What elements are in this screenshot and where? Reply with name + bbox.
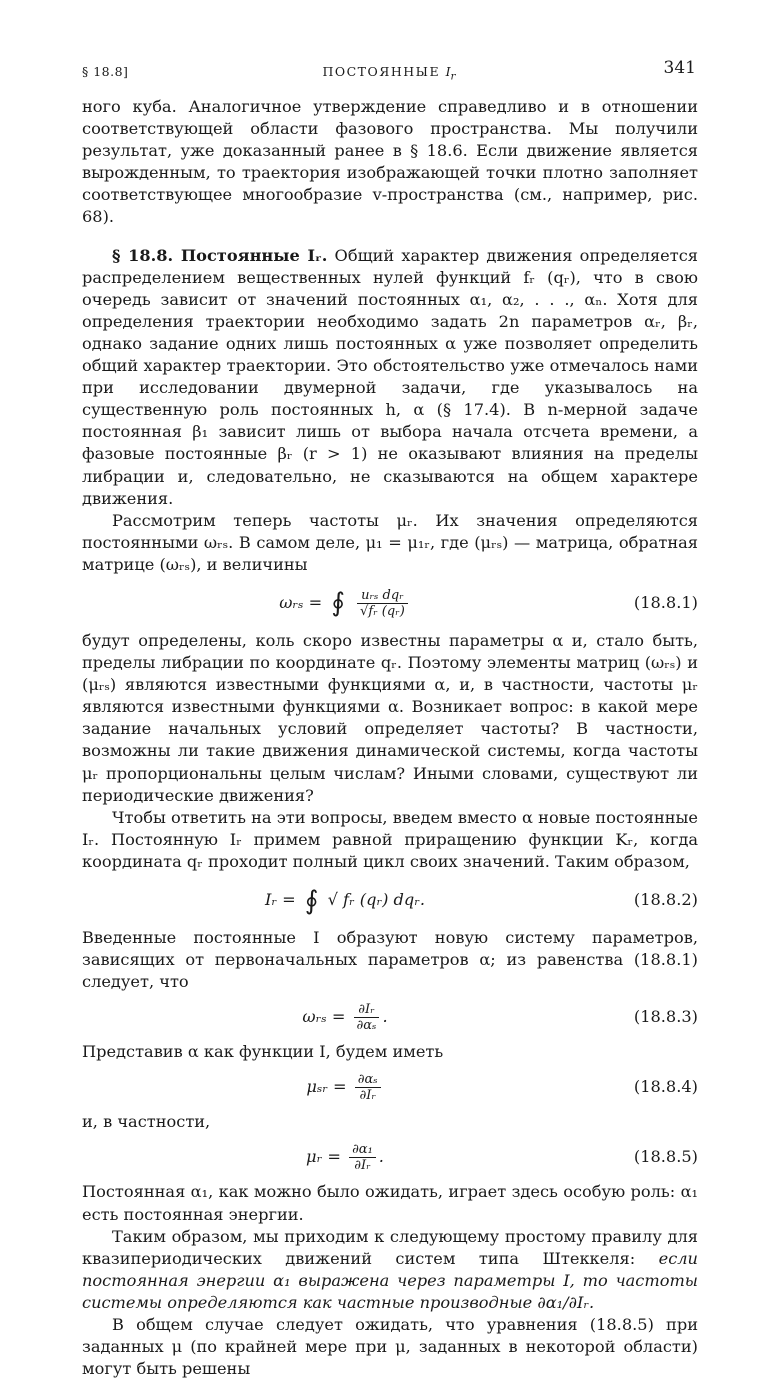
equation-18-8-2 [82,877,698,923]
contour-integral-symbol: ∮ [304,885,319,916]
equation-formula [82,877,608,924]
page-body [82,96,698,1380]
equation-tail: . [382,1007,388,1027]
equation-lhs: μᵣ = [306,1147,341,1167]
paragraph-general-case: В общем случае следует ожидать, что уравнения (18.8.5) при заданных μ (по крайней мере при μ, заданных в некоторой области) могут быть решены [82,1315,698,1379]
paragraph-new-constants: Чтобы ответить на эти вопросы, введем вместо α новые постоянные Iᵣ. Постоянную Iᵣ примем равной приращению функции Kᵣ, когда координата qᵣ проходит полный цикл своих значений. Таким образом, [82,807,698,871]
equation-number: (18.8.4) [633,1077,698,1097]
running-title-subscript: r [450,70,456,83]
section-marker: § 18.8] [82,64,129,79]
running-title-symbol: I [445,64,451,79]
equation-tail: . [378,1147,384,1167]
fraction-numerator: uᵣₛ dqᵣ [357,588,408,604]
paragraph-in-particular: и, в частности, [82,1112,211,1132]
contour-integral-symbol: ∮ [331,588,345,619]
paragraph-frequencies: Рассмотрим теперь частоты μᵣ. Их значения определяются постоянными ωᵣₛ. В самом деле, μ₁ = μ₁ᵣ, где (μᵣₛ) — матрица, обратная матрице (ωᵣₛ), и величины [82,510,698,574]
equation-fraction [355,1072,381,1103]
paragraph-energy-constant: Постоянная α₁, как можно было ожидать, играет здесь особую роль: α₁ есть постоянная энергии. [82,1182,698,1224]
section-title: § 18.8. Постоянные Iᵣ. [112,245,328,265]
equation-fraction [354,1002,380,1033]
equation-number: (18.8.2) [633,890,698,909]
equation-lhs: ωᵣₛ = [279,592,323,612]
paragraph-parameters: Введенные постоянные I образуют новую систему параметров, зависящих от первоначальных параметров α; из равенства (18.8.1) следует, что [82,928,698,992]
paragraph-represent: Представив α как функции I, будем иметь [82,1042,444,1062]
equation-lhs: Iᵣ = [264,890,296,909]
equation-number: (18.8.1) [633,592,698,612]
rule-statement: если постоянная энергии α₁ выражена через параметры I, то частоты системы определяются как частные производные ∂α₁/∂Iᵣ. [82,1248,698,1312]
running-title [82,64,696,83]
equation-18-8-5 [82,1137,698,1177]
equation-lhs: ωᵣₛ = [302,1007,346,1027]
rule-intro: Таким образом, мы приходим к следующему простому правилу для квазипериодических движений систем типа Штеккеля: [82,1226,698,1268]
equation-18-8-3 [82,997,698,1037]
equation-18-8-4 [82,1067,698,1107]
equation-formula [82,997,608,1037]
equation-lhs: μₛᵣ = [306,1077,347,1097]
fraction-denominator: ∂Iᵣ [354,1158,371,1174]
running-header [82,58,696,84]
equation-formula [82,1137,608,1177]
paragraph-continuation: ного куба. Аналогичное утверждение справедливо и в отношении соответствующей области фазового пространства. Мы получили результат, уже доказанный ранее в § 18.6. Если движение является вырожденным, то траектория изображающей точки плотно заполняет соответствующее многообразие v-пространства (см., например, рис. 68). [82,97,698,227]
fraction-denominator: √fᵣ (qᵣ) [360,603,405,619]
fraction-numerator: ∂α₁ [349,1142,376,1158]
page-number: 341 [663,58,696,78]
equation-formula [82,580,608,627]
equation-18-8-1 [82,580,698,626]
fraction-numerator: ∂αₛ [355,1072,381,1088]
fraction-numerator: ∂Iᵣ [354,1002,380,1018]
fraction-denominator: ∂Iᵣ [359,1088,376,1104]
equation-fraction [349,1142,376,1173]
section-paragraph [82,245,698,510]
paragraph-rule [82,1226,698,1314]
fraction-denominator: ∂αₛ [356,1018,377,1034]
equation-integrand: √ fᵣ (qᵣ) dqᵣ. [327,890,426,909]
equation-number: (18.8.3) [633,1007,698,1027]
equation-number: (18.8.5) [633,1147,698,1167]
equation-formula [82,1067,608,1107]
running-title-text: ПОСТОЯННЫЕ [322,64,441,79]
paragraph-libration: будут определены, коль скоро известны параметры α и, стало быть, пределы либрации по координате qᵣ. Поэтому элементы матриц (ωᵣₛ) и (μᵣₛ) являются известными функциями α, и, в частности, частоты μᵣ являются известными функциями α. Возникает вопрос: в какой мере задание начальных условий определяет частоты? В частности, возможны ли такие движения динамической системы, когда частоты μᵣ пропорциональны целым числам? Иными словами, существуют ли периодические движения? [82,630,698,805]
equation-fraction [357,588,408,619]
section-paragraph-text: Общий характер движения определяется распределением вещественных нулей функций fᵣ (qᵣ), что в свою очередь зависит от значений постоянных α₁, α₂, . . ., αₙ. Хотя для определения траектории необходимо задать 2n параметров αᵣ, βᵣ, однако задание одних лишь постоянных α уже позволяет определить общий характер траектории. Это обстоятельство уже отмечалось нами при исследовании двумерной задачи, где указывалось на существенную роль постоянных h, α (§ 17.4). В n-мерной задаче постоянная β₁ зависит лишь от выбора начала отсчета времени, а фазовые постоянные βᵣ (r > 1) не оказывают влияния на пределы либрации и, следовательно, не сказываются на общем характере движения. [82,245,698,508]
